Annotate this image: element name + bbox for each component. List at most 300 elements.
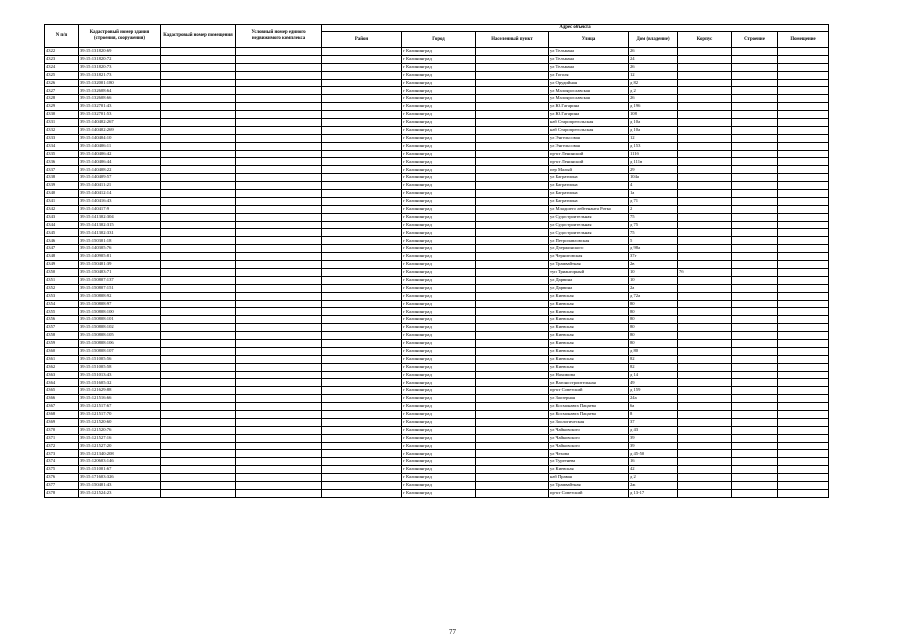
row-number-cell: 4368 [45, 410, 79, 418]
premise-cell [778, 481, 829, 489]
district-cell [322, 213, 402, 221]
building-cell [732, 442, 778, 450]
building-cell [732, 474, 778, 482]
house-cell: 16 [629, 458, 678, 466]
complex-number-cell [236, 63, 322, 71]
city-cell: г Калининград [402, 63, 476, 71]
house-cell: 49 [629, 379, 678, 387]
row-number-cell: 4360 [45, 347, 79, 355]
premise-cell [778, 221, 829, 229]
table-row [45, 332, 829, 340]
table-row [45, 276, 829, 284]
row-number-cell: 4373 [45, 450, 79, 458]
room-cadastral-cell [161, 466, 236, 474]
complex-number-cell [236, 434, 322, 442]
table-row [45, 481, 829, 489]
table-row [45, 379, 829, 387]
complex-number-cell [236, 489, 322, 497]
house-cell: 26 [629, 95, 678, 103]
district-cell [322, 355, 402, 363]
premise-cell [778, 466, 829, 474]
house-cell: 26 [629, 48, 678, 56]
settlement-cell [476, 87, 549, 95]
complex-number-cell [236, 347, 322, 355]
cadastral-number-cell: 39:15:150808:107 [79, 347, 161, 355]
house-cell: 26 [629, 63, 678, 71]
district-cell [322, 95, 402, 103]
row-number-cell: 4323 [45, 55, 79, 63]
district-cell [322, 119, 402, 127]
table-row [45, 111, 829, 119]
complex-number-cell [236, 111, 322, 119]
cadastral-number-cell: 39:15:150808:92 [79, 292, 161, 300]
city-cell: г Калининград [402, 95, 476, 103]
city-cell: г Калининград [402, 410, 476, 418]
cadastral-number-cell: 39:15:140402:267 [79, 119, 161, 127]
settlement-cell [476, 126, 549, 134]
building-cell [732, 205, 778, 213]
row-number-cell: 4355 [45, 308, 79, 316]
row-number-cell: 4329 [45, 103, 79, 111]
cadastral-number-cell: 39:15:150807:137 [79, 276, 161, 284]
complex-number-cell [236, 339, 322, 347]
room-cadastral-cell [161, 410, 236, 418]
row-number-cell: 4336 [45, 158, 79, 166]
settlement-cell [476, 205, 549, 213]
cadastral-number-cell: 39:15:121516:66 [79, 395, 161, 403]
row-number-cell: 4369 [45, 418, 79, 426]
building-cell [732, 245, 778, 253]
city-cell: г Калининград [402, 284, 476, 292]
cadastral-number-cell: 39:15:151005:58 [79, 363, 161, 371]
premise-cell [778, 190, 829, 198]
settlement-cell [476, 221, 549, 229]
table-row [45, 474, 829, 482]
city-cell: г Калининград [402, 355, 476, 363]
complex-number-cell [236, 166, 322, 174]
row-number-cell: 4328 [45, 95, 79, 103]
street-cell: ул Космонавта Пацаева [549, 403, 629, 411]
house-cell: 2ж [629, 481, 678, 489]
street-cell: туп Триангорный [549, 268, 629, 276]
table-row [45, 324, 829, 332]
header-cadastral-number: Кадастровый номер здания (строения, сооружения) [79, 25, 161, 48]
street-cell: ул Киевская [549, 363, 629, 371]
premise-cell [778, 229, 829, 237]
complex-number-cell [236, 379, 322, 387]
room-cadastral-cell [161, 442, 236, 450]
room-cadastral-cell [161, 119, 236, 127]
corpus-cell [678, 237, 732, 245]
cadastral-number-cell: 39:15:131820:73 [79, 63, 161, 71]
premise-cell [778, 339, 829, 347]
cadastral-number-cell: 39:15:121520:60 [79, 418, 161, 426]
city-cell: г Калининград [402, 103, 476, 111]
district-cell [322, 126, 402, 134]
premise-cell [778, 308, 829, 316]
premise-cell [778, 79, 829, 87]
corpus-cell [678, 300, 732, 308]
complex-number-cell [236, 158, 322, 166]
table-row [45, 355, 829, 363]
corpus-cell [678, 466, 732, 474]
cadastral-number-cell: 39:15:131821:73 [79, 71, 161, 79]
building-cell [732, 332, 778, 340]
premise-cell [778, 450, 829, 458]
house-cell: 108 [629, 111, 678, 119]
district-cell [322, 174, 402, 182]
premise-cell [778, 387, 829, 395]
district-cell [322, 205, 402, 213]
row-number-cell: 4377 [45, 481, 79, 489]
city-cell: г Калининград [402, 442, 476, 450]
district-cell [322, 245, 402, 253]
settlement-cell [476, 458, 549, 466]
corpus-cell [678, 55, 732, 63]
district-cell [322, 253, 402, 261]
house-cell: 80 [629, 316, 678, 324]
district-cell [322, 363, 402, 371]
building-cell [732, 95, 778, 103]
street-cell: ул Чайковского [549, 442, 629, 450]
table-row [45, 213, 829, 221]
complex-number-cell [236, 332, 322, 340]
building-cell [732, 126, 778, 134]
table-header [45, 25, 829, 48]
room-cadastral-cell [161, 63, 236, 71]
corpus-cell [678, 111, 732, 119]
room-cadastral-cell [161, 292, 236, 300]
district-cell [322, 426, 402, 434]
settlement-cell [476, 434, 549, 442]
street-cell: ул Судостроительная [549, 213, 629, 221]
district-cell [322, 237, 402, 245]
building-cell [732, 103, 778, 111]
complex-number-cell [236, 371, 322, 379]
city-cell: г Калининград [402, 197, 476, 205]
complex-number-cell [236, 71, 322, 79]
table-row [45, 158, 829, 166]
house-cell: 39 [629, 434, 678, 442]
building-cell [732, 403, 778, 411]
corpus-cell [678, 347, 732, 355]
house-cell: 111б [629, 150, 678, 158]
house-cell: 5 [629, 237, 678, 245]
complex-number-cell [236, 450, 322, 458]
cadastral-number-cell: 39:15:150808:97 [79, 300, 161, 308]
row-number-cell: 4359 [45, 339, 79, 347]
city-cell: г Калининград [402, 205, 476, 213]
city-cell: г Калининград [402, 474, 476, 482]
corpus-cell [678, 245, 732, 253]
row-number-cell: 4327 [45, 87, 79, 95]
city-cell: г Калининград [402, 261, 476, 269]
table-row [45, 395, 829, 403]
premise-cell [778, 87, 829, 95]
row-number-cell: 4375 [45, 466, 79, 474]
settlement-cell [476, 332, 549, 340]
premise-cell [778, 197, 829, 205]
district-cell [322, 55, 402, 63]
row-number-cell: 4367 [45, 403, 79, 411]
settlement-cell [476, 276, 549, 284]
complex-number-cell [236, 213, 322, 221]
building-cell [732, 292, 778, 300]
room-cadastral-cell [161, 158, 236, 166]
city-cell: г Калининград [402, 332, 476, 340]
street-cell: ул Судостроительная [549, 221, 629, 229]
street-cell: ул Заозерная [549, 395, 629, 403]
complex-number-cell [236, 426, 322, 434]
room-cadastral-cell [161, 316, 236, 324]
district-cell [322, 190, 402, 198]
room-cadastral-cell [161, 489, 236, 497]
premise-cell [778, 63, 829, 71]
district-cell [322, 197, 402, 205]
cadastral-number-cell: 39:15:140408:22 [79, 166, 161, 174]
premise-cell [778, 363, 829, 371]
building-cell [732, 71, 778, 79]
building-cell [732, 371, 778, 379]
row-number-cell: 4342 [45, 205, 79, 213]
building-cell [732, 237, 778, 245]
building-cell [732, 111, 778, 119]
street-cell: ул Киевская [549, 324, 629, 332]
corpus-cell [678, 450, 732, 458]
settlement-cell [476, 474, 549, 482]
row-number-cell: 4326 [45, 79, 79, 87]
house-cell: д 43 [629, 426, 678, 434]
city-cell: г Калининград [402, 213, 476, 221]
street-cell: ул Багратиона [549, 174, 629, 182]
district-cell [322, 466, 402, 474]
cadastral-number-cell: 39:15:132001:180 [79, 79, 161, 87]
room-cadastral-cell [161, 434, 236, 442]
complex-number-cell [236, 261, 322, 269]
room-cadastral-cell [161, 103, 236, 111]
house-cell: 75 [629, 229, 678, 237]
settlement-cell [476, 284, 549, 292]
house-cell: 4 [629, 182, 678, 190]
table-row [45, 403, 829, 411]
row-number-cell: 4353 [45, 292, 79, 300]
room-cadastral-cell [161, 174, 236, 182]
street-cell: ул Багратиона [549, 197, 629, 205]
complex-number-cell [236, 387, 322, 395]
settlement-cell [476, 213, 549, 221]
table-row [45, 48, 829, 56]
settlement-cell [476, 410, 549, 418]
settlement-cell [476, 403, 549, 411]
row-number-cell: 4338 [45, 174, 79, 182]
premise-cell [778, 55, 829, 63]
room-cadastral-cell [161, 355, 236, 363]
table-row [45, 300, 829, 308]
street-cell: пр-кт Ленинский [549, 158, 629, 166]
building-cell [732, 261, 778, 269]
premise-cell [778, 126, 829, 134]
city-cell: г Калининград [402, 119, 476, 127]
corpus-cell [678, 332, 732, 340]
corpus-cell [678, 261, 732, 269]
corpus-cell [678, 134, 732, 142]
district-cell [322, 403, 402, 411]
settlement-cell [476, 442, 549, 450]
house-cell: 10 [629, 276, 678, 284]
city-cell: г Калининград [402, 379, 476, 387]
premise-cell [778, 95, 829, 103]
cadastral-number-cell: 39:15:140409:57 [79, 174, 161, 182]
building-cell [732, 119, 778, 127]
table-row [45, 166, 829, 174]
row-number-cell: 4343 [45, 213, 79, 221]
complex-number-cell [236, 87, 322, 95]
settlement-cell [476, 150, 549, 158]
city-cell: г Калининград [402, 458, 476, 466]
district-cell [322, 324, 402, 332]
building-cell [732, 79, 778, 87]
building-cell [732, 158, 778, 166]
building-cell [732, 221, 778, 229]
cadastral-number-cell: 39:15:141302:315 [79, 221, 161, 229]
district-cell [322, 71, 402, 79]
city-cell: г Калининград [402, 245, 476, 253]
complex-number-cell [236, 481, 322, 489]
row-number-cell: 4366 [45, 395, 79, 403]
settlement-cell [476, 292, 549, 300]
room-cadastral-cell [161, 450, 236, 458]
street-cell: ул Киевская [549, 308, 629, 316]
street-cell: ул Ю.Гагарина [549, 103, 629, 111]
cadastral-number-cell: 39:15:140305:76 [79, 245, 161, 253]
city-cell: г Калининград [402, 229, 476, 237]
cadastral-number-cell: 39:15:121520:76 [79, 426, 161, 434]
city-cell: г Калининград [402, 166, 476, 174]
premise-cell [778, 355, 829, 363]
corpus-cell [678, 410, 732, 418]
cadastral-number-cell: 39:15:150301:18 [79, 237, 161, 245]
header-corpus: Корпус [678, 32, 732, 48]
house-cell: 37г [629, 253, 678, 261]
row-number-cell: 4322 [45, 48, 79, 56]
cadastral-number-cell: 39:15:140411:21 [79, 182, 161, 190]
premise-cell [778, 324, 829, 332]
city-cell: г Калининград [402, 126, 476, 134]
street-cell: ул Петропавловская [549, 237, 629, 245]
settlement-cell [476, 134, 549, 142]
table-row [45, 363, 829, 371]
settlement-cell [476, 174, 549, 182]
settlement-cell [476, 379, 549, 387]
room-cadastral-cell [161, 111, 236, 119]
cadastral-number-cell: 39:15:131820:72 [79, 55, 161, 63]
settlement-cell [476, 339, 549, 347]
street-cell: ул Младшего лейтенанта Ротко [549, 205, 629, 213]
district-cell [322, 63, 402, 71]
complex-number-cell [236, 324, 322, 332]
room-cadastral-cell [161, 253, 236, 261]
header-district: Район [322, 32, 402, 48]
house-cell: д 75 [629, 221, 678, 229]
city-cell: г Калининград [402, 300, 476, 308]
district-cell [322, 142, 402, 150]
row-number-cell: 4349 [45, 261, 79, 269]
settlement-cell [476, 363, 549, 371]
premise-cell [778, 489, 829, 497]
complex-number-cell [236, 466, 322, 474]
table-row [45, 79, 829, 87]
building-cell [732, 182, 778, 190]
building-cell [732, 316, 778, 324]
room-cadastral-cell [161, 300, 236, 308]
house-cell: 12 [629, 71, 678, 79]
district-cell [322, 316, 402, 324]
corpus-cell [678, 103, 732, 111]
district-cell [322, 450, 402, 458]
complex-number-cell [236, 190, 322, 198]
street-cell: ул Гоголя [549, 71, 629, 79]
room-cadastral-cell [161, 87, 236, 95]
settlement-cell [476, 426, 549, 434]
table-row [45, 268, 829, 276]
complex-number-cell [236, 174, 322, 182]
table-row [45, 150, 829, 158]
street-cell: ул Багратиона [549, 190, 629, 198]
premise-cell [778, 284, 829, 292]
building-cell [732, 229, 778, 237]
house-cell: д 10а [629, 126, 678, 134]
corpus-cell [678, 95, 732, 103]
district-cell [322, 292, 402, 300]
settlement-cell [476, 142, 549, 150]
room-cadastral-cell [161, 261, 236, 269]
premise-cell [778, 261, 829, 269]
row-number-cell: 4352 [45, 284, 79, 292]
city-cell: г Калининград [402, 316, 476, 324]
corpus-cell [678, 205, 732, 213]
premise-cell [778, 174, 829, 182]
building-cell [732, 489, 778, 497]
cadastral-number-cell: 39:15:140416:43 [79, 197, 161, 205]
street-cell: наб Старопрегольская [549, 119, 629, 127]
complex-number-cell [236, 126, 322, 134]
corpus-cell [678, 339, 732, 347]
settlement-cell [476, 418, 549, 426]
room-cadastral-cell [161, 379, 236, 387]
street-cell: ул Ю.Гагарина [549, 111, 629, 119]
row-number-cell: 4332 [45, 126, 79, 134]
complex-number-cell [236, 197, 322, 205]
complex-number-cell [236, 245, 322, 253]
district-cell [322, 332, 402, 340]
premise-cell [778, 103, 829, 111]
building-cell [732, 284, 778, 292]
premise-cell [778, 442, 829, 450]
room-cadastral-cell [161, 481, 236, 489]
row-number-cell: 4345 [45, 229, 79, 237]
cadastral-number-cell: 39:15:121527:16 [79, 434, 161, 442]
house-cell: 82 [629, 363, 678, 371]
city-cell: г Калининград [402, 221, 476, 229]
corpus-cell [678, 63, 732, 71]
table-row [45, 197, 829, 205]
premise-cell [778, 418, 829, 426]
complex-number-cell [236, 253, 322, 261]
header-complex-number: Условный номер единого недвижимого комплекса [236, 25, 322, 48]
complex-number-cell [236, 48, 322, 56]
room-cadastral-cell [161, 324, 236, 332]
row-number-cell: 4333 [45, 134, 79, 142]
